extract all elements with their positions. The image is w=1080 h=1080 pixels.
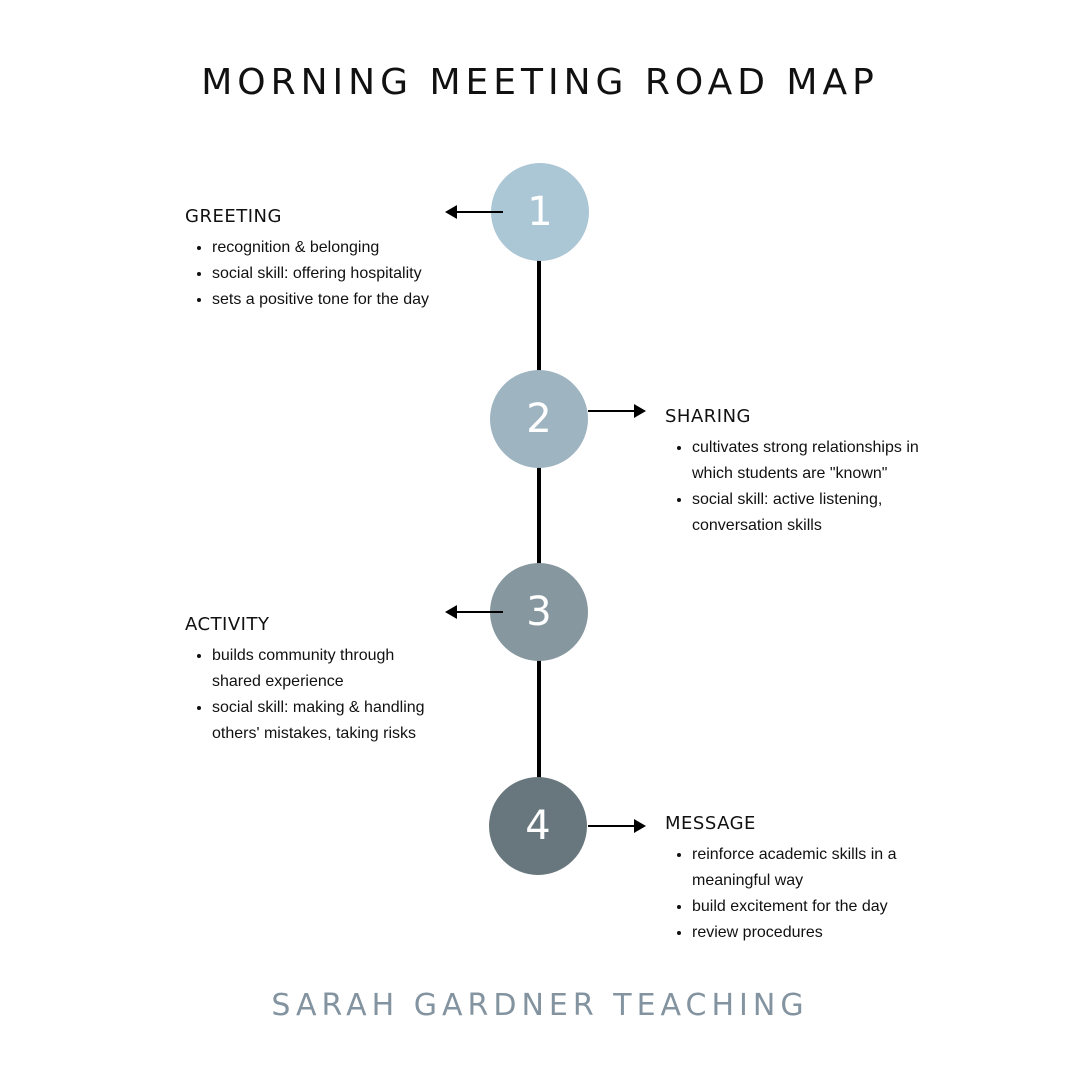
list-item: • builds community through shared experience <box>212 643 447 695</box>
step-message <box>665 813 945 946</box>
arrow-right-icon <box>588 410 634 412</box>
step-greeting <box>185 206 465 313</box>
arrow-right-icon <box>588 825 634 827</box>
bullet-list <box>185 643 447 747</box>
list-item: • cultivates strong relationships in which students are "known" <box>692 435 947 487</box>
list-item: • recognition & belonging <box>212 235 465 261</box>
arrow-left-icon <box>457 611 503 613</box>
brand-footer: SARAH GARDNER TEACHING <box>271 988 809 1023</box>
step-heading: ACTIVITY <box>185 614 270 635</box>
bullet-list <box>665 435 947 539</box>
list-item: • review procedures <box>692 920 942 946</box>
page-title: MORNING MEETING ROAD MAP <box>201 62 879 103</box>
bullet-list <box>665 842 942 946</box>
step-2-circle <box>490 370 588 468</box>
list-item: • build excitement for the day <box>692 894 942 920</box>
step-4-number: 4 <box>525 803 551 849</box>
step-1-circle <box>491 163 589 261</box>
list-item: • social skill: offering hospitality <box>212 261 465 287</box>
step-heading: SHARING <box>665 406 752 427</box>
list-item: • social skill: active listening, conversation skills <box>692 487 947 539</box>
step-heading: MESSAGE <box>665 813 756 834</box>
bullet-list <box>185 235 465 313</box>
list-item: • social skill: making & handling others' mistakes, taking risks <box>212 695 447 747</box>
step-heading: GREETING <box>185 206 282 227</box>
timeline-line <box>537 235 541 805</box>
step-activity <box>185 614 465 747</box>
step-sharing <box>665 406 945 539</box>
step-4-circle <box>489 777 587 875</box>
list-item: • reinforce academic skills in a meaningful way <box>692 842 942 894</box>
step-3-circle <box>490 563 588 661</box>
list-item: • sets a positive tone for the day <box>212 287 465 313</box>
step-3-number: 3 <box>526 589 552 635</box>
step-2-number: 2 <box>526 396 552 442</box>
step-1-number: 1 <box>527 189 553 235</box>
